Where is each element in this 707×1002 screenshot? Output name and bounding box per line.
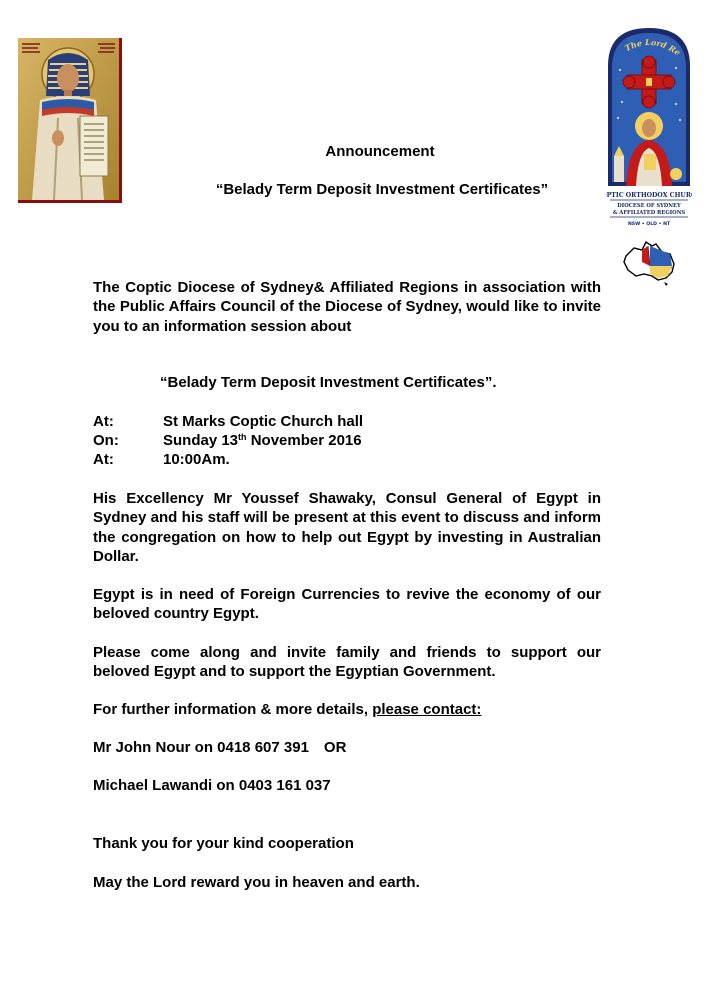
consul-paragraph: His Excellency Mr Youssef Shawaky, Consul General of Egypt in Sydney and his staff will be present at this event to discuss and inform the congregation on how to help out Egypt by investing in Australian Dollar. <box>93 490 601 565</box>
detail-value: St Marks Coptic Church hall <box>163 413 364 430</box>
coptic-church-logo <box>606 26 692 232</box>
logo-states: NSW • QLD • NT <box>627 222 671 227</box>
detail-row-time <box>93 450 230 469</box>
event-name: “Belady Term Deposit Investment Certificates”. <box>160 374 497 391</box>
saint-icon-image <box>18 38 122 203</box>
egypt-need-paragraph: Egypt is in need of Foreign Currencies to revive the economy of our beloved country Egypt. <box>93 586 601 623</box>
logo-arc-text: The Lord Re <box>622 36 683 58</box>
please-contact-text: please contact: <box>372 701 482 718</box>
detail-value: Sunday 13th November 2016 <box>163 432 362 449</box>
contact-michael-lawandi: Michael Lawandi on 0403 161 037 <box>93 777 331 794</box>
detail-value: 10:00Am. <box>163 451 230 468</box>
page-subtitle: “Belady Term Deposit Investment Certificates” <box>215 181 549 198</box>
intro-paragraph: The Coptic Diocese of Sydney& Affiliated Regions in association with the Public Affairs Council of the Diocese of Sydney, would like to invite you to an information session about <box>93 279 601 335</box>
reward-line: May the Lord reward you in heaven and earth. <box>93 874 420 891</box>
australia-map-icon <box>622 238 678 286</box>
page-title: Announcement <box>325 143 435 160</box>
further-info-line: For further information & more details, please contact: <box>93 701 482 718</box>
please-come-paragraph: Please come along and invite family and friends to support our beloved Egypt and to support the Egyptian Government. <box>93 644 601 681</box>
thanks-line: Thank you for your kind cooperation <box>93 835 354 852</box>
logo-church-name: PTIC ORTHODOX CHUR <box>606 192 691 199</box>
detail-label: At: <box>93 451 114 468</box>
detail-row-date <box>93 431 362 450</box>
logo-diocese-line2: & AFFILIATED REGIONS <box>612 210 686 216</box>
detail-label: At: <box>93 413 114 430</box>
contact-john-nour: Mr John Nour on 0418 607 391 OR <box>93 739 347 756</box>
detail-row-location <box>93 412 363 431</box>
logo-diocese-line1: DIOCESE OF SYDNEY <box>617 203 681 209</box>
detail-label: On: <box>93 432 119 449</box>
